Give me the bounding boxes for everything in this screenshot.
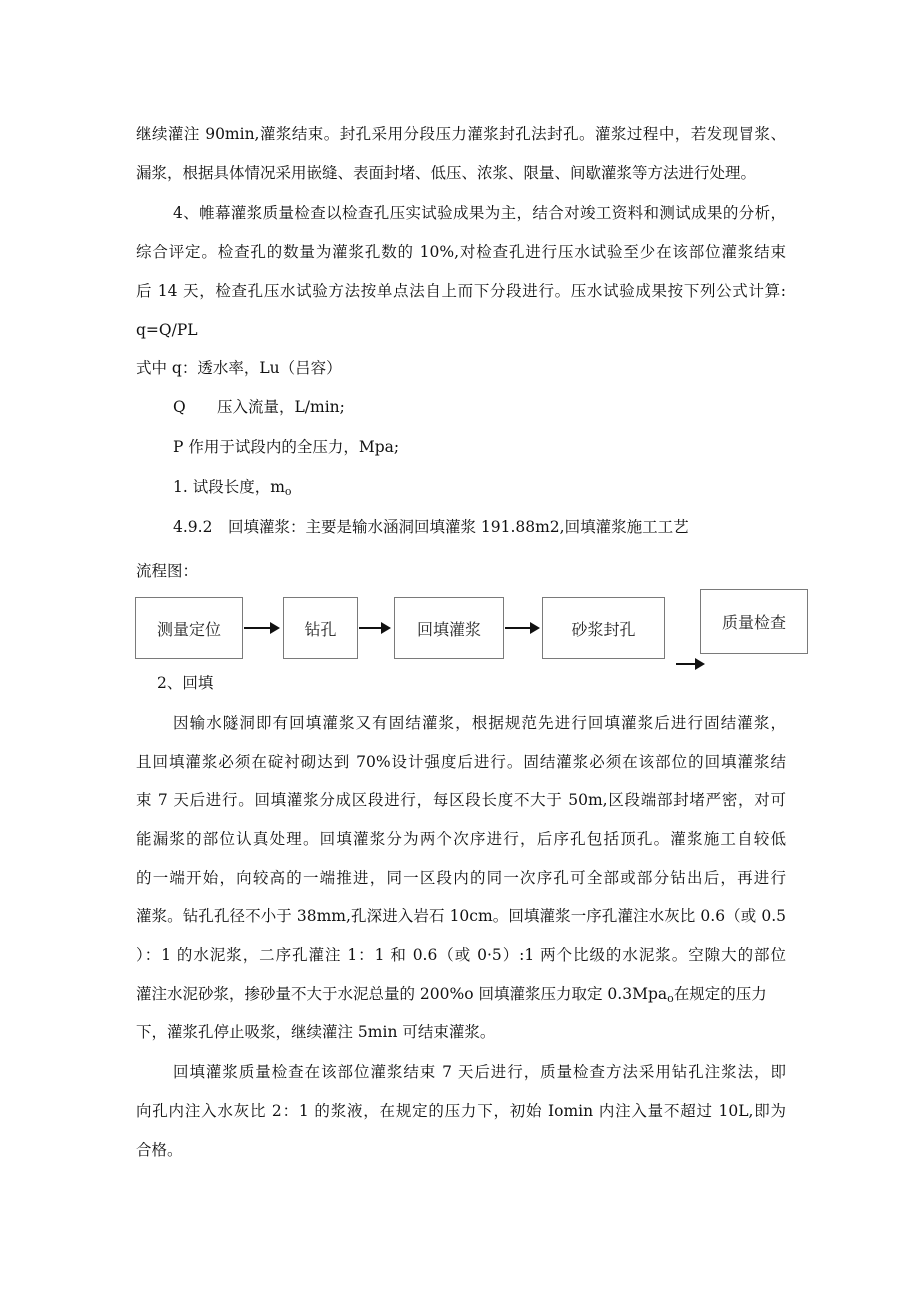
flow-step-drill: 钻孔 bbox=[283, 597, 358, 659]
paragraph-line: 漏浆，根据具体情况采用嵌缝、表面封堵、低压、浓浆、限量、间歇灌浆等方法进行处理。 bbox=[136, 164, 757, 182]
paragraph-line: 后 14 天，检查孔压水试验方法按单点法自上而下分段进行。压水试验成果按下列公式计算: bbox=[136, 282, 786, 300]
paragraph-line: 4、帷幕灌浆质量检查以检查孔压实试验成果为主，结合对竣工资料和测试成果的分析， bbox=[173, 204, 786, 222]
section-heading: 4.9.2 回填灌浆：主要是输水涵洞回填灌浆 191.88m2,回填灌浆施工工艺 bbox=[173, 518, 689, 536]
paragraph-line: 回填灌浆质量检查在该部位灌浆结束 7 天后进行，质量检查方法采用钻孔注浆法，即 bbox=[173, 1063, 786, 1081]
section-heading: 2、回填 bbox=[157, 674, 214, 692]
paragraph-line: ）：1 的水泥浆，二序孔灌注 1：1 和 0.6（或 0·5）:1 两个比级的水泥浆。空隙大的部位 bbox=[136, 946, 786, 964]
formula: q=Q/PL bbox=[136, 321, 198, 339]
paragraph-line: 因输水隧洞即有回填灌浆又有固结灌浆，根据规范先进行回填灌浆后进行固结灌浆， bbox=[173, 714, 786, 732]
flow-arrow bbox=[244, 627, 278, 629]
definition-Q-text: 压入流量，L/min; bbox=[217, 398, 345, 416]
paragraph-line: 继续灌注 90min,灌浆结束。封孔采用分段压力灌浆封孔法封孔。灌浆过程中，若发现冒浆、 bbox=[136, 125, 786, 143]
paragraph-line: 且回填灌浆必须在碇衬砌达到 70%设计强度后进行。固结灌浆必须在该部位的回填灌浆结 bbox=[136, 753, 786, 771]
flow-step-quality-check: 质量检查 bbox=[700, 589, 808, 654]
paragraph-line: 向孔内注入水灰比 2：1 的浆液，在规定的压力下，初始 Iomin 内注入量不超过 10L,即为 bbox=[136, 1102, 786, 1120]
paragraph-line: 能漏浆的部位认真处理。回填灌浆分为两个次序进行，后序孔包括顶孔。灌浆施工自较低 bbox=[136, 830, 786, 848]
flowchart-label: 流程图： bbox=[136, 562, 199, 580]
flow-step-mortar-sealing: 砂浆封孔 bbox=[542, 597, 665, 659]
flow-arrow bbox=[505, 627, 538, 629]
definition-Q-symbol: Q bbox=[173, 398, 186, 416]
paragraph-line: 束 7 天后进行。回填灌浆分成区段进行，每区段长度不大于 50m,区段端部封堵严密，对可 bbox=[136, 791, 786, 809]
paragraph-line: 灌浆。钻孔孔径不小于 38mm,孔深进入岩石 10cm。回填灌浆一序孔灌注水灰比 0.6（或 0.5 bbox=[136, 907, 786, 925]
paragraph-line: 灌注水泥砂浆，掺砂量不大于水泥总量的 200%o 回填灌浆压力取定 0.3Mpa$_o$在规定的压力 bbox=[136, 985, 767, 1005]
flow-arrow bbox=[676, 663, 703, 665]
definition-q: 式中 q：透水率，Lu（吕容） bbox=[136, 359, 342, 377]
flow-arrow bbox=[359, 627, 389, 629]
definition-L: 1. 试段长度，$m_o$ bbox=[173, 478, 292, 498]
flow-step-survey: 测量定位 bbox=[135, 597, 243, 659]
paragraph-line: 综合评定。检查孔的数量为灌浆孔数的 10%,对检查孔进行压水试验至少在该部位灌浆结束 bbox=[136, 243, 786, 261]
paragraph-line: 的一端开始，向较高的一端推进，同一区段内的同一次序孔可全部或部分钻出后，再进行 bbox=[136, 869, 786, 887]
flow-step-backfill-grouting: 回填灌浆 bbox=[394, 597, 504, 659]
paragraph-line: 下，灌浆孔停止吸浆，继续灌注 5min 可结束灌浆。 bbox=[136, 1023, 496, 1041]
definition-P: P 作用于试段内的全压力，Mpa; bbox=[173, 438, 400, 456]
paragraph-line: 合格。 bbox=[136, 1141, 183, 1159]
